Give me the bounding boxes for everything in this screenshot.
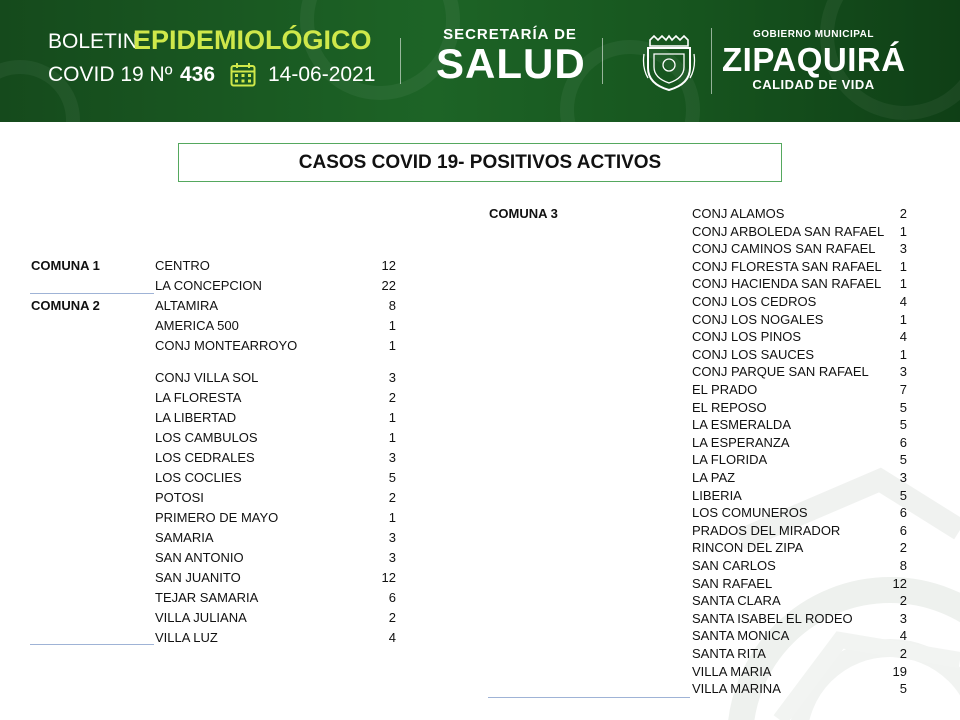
neighborhood-name: LIBERIA: [692, 487, 742, 503]
case-count: 2: [899, 593, 907, 609]
neighborhood-name: LOS CEDRALES: [155, 450, 255, 465]
case-count: 1: [899, 223, 907, 239]
neighborhood-name: CONJ FLORESTA SAN RAFAEL: [692, 258, 882, 274]
case-count: 1: [899, 276, 907, 292]
neighborhood-name: LA FLORESTA: [155, 390, 242, 405]
neighborhood-name: LOS CAMBULOS: [155, 430, 258, 445]
case-count: 5: [388, 470, 396, 485]
neighborhood-name: SAN JUANITO: [155, 570, 241, 585]
case-count: 2: [899, 540, 907, 556]
case-count: 8: [899, 558, 907, 573]
comuna-1-label: COMUNA 1: [31, 258, 100, 273]
neighborhood-name: CONJ HACIENDA SAN RAFAEL: [692, 276, 882, 292]
neighborhood-name: LA ESMERALDA: [692, 417, 791, 433]
neighborhood-name: SANTA MONICA: [692, 628, 790, 644]
neighborhood-name: POTOSI: [155, 490, 204, 505]
neighborhood-name: CONJ ARBOLEDA SAN RAFAEL: [692, 223, 885, 239]
neighborhood-name: PRIMERO DE MAYO: [155, 510, 279, 525]
neighborhood-name: SANTA ISABEL EL RODEO: [692, 610, 853, 626]
case-count: 2: [899, 646, 907, 661]
boletin-label: BOLETIN: [48, 30, 138, 53]
case-count: 3: [388, 530, 396, 545]
case-count: 1: [388, 338, 396, 353]
case-count: 22: [381, 278, 396, 293]
neighborhood-name: CONJ LOS PINOS: [692, 329, 802, 345]
case-count: 1: [899, 346, 907, 362]
case-count: 12: [892, 575, 907, 591]
case-count: 5: [899, 452, 907, 468]
comuna-2-label: COMUNA 2: [31, 298, 100, 313]
neighborhood-name: VILLA LUZ: [155, 630, 218, 645]
bulletin-date: 14-06-2021: [268, 63, 376, 86]
case-count: 6: [899, 522, 907, 538]
case-count: 3: [899, 364, 907, 380]
case-count: 6: [899, 434, 907, 450]
municipal-crest-icon: [642, 34, 696, 92]
case-count: 3: [899, 470, 907, 485]
case-count: 2: [388, 490, 396, 505]
neighborhood-name: CONJ CAMINOS SAN RAFAEL: [692, 241, 876, 257]
case-count: 2: [388, 390, 396, 405]
neighborhood-name: CONJ LOS CEDROS: [692, 294, 817, 309]
case-count: 1: [899, 258, 907, 274]
divider-line: [30, 644, 154, 645]
neighborhood-name: LA CONCEPCION: [155, 278, 262, 293]
neighborhood-name: AMERICA 500: [155, 318, 239, 333]
divider-line: [30, 293, 154, 294]
neighborhood-name: LA PAZ: [692, 470, 736, 485]
neighborhood-name: CONJ LOS NOGALES: [692, 311, 824, 327]
neighborhood-name: LOS COCLIES: [155, 470, 242, 485]
neighborhood-name: SANTA RITA: [692, 646, 766, 661]
case-count: 12: [381, 258, 396, 273]
neighborhood-name: EL REPOSO: [692, 399, 767, 415]
case-count: 1: [388, 318, 396, 333]
city-motto: CALIDAD DE VIDA: [752, 77, 875, 92]
case-count: 8: [388, 298, 396, 313]
secretaria-title: SALUD: [436, 40, 586, 87]
case-count: 5: [899, 399, 907, 415]
neighborhood-name: CENTRO: [155, 258, 210, 273]
neighborhood-name: LA FLORIDA: [692, 452, 768, 468]
header-banner: [0, 0, 960, 122]
header-divider: [400, 38, 401, 84]
covid-label: COVID 19 Nº: [48, 63, 173, 86]
case-count: 5: [899, 417, 907, 433]
neighborhood-name: EL PRADO: [692, 382, 758, 397]
case-count: 4: [899, 628, 907, 644]
neighborhood-name: LA LIBERTAD: [155, 410, 237, 425]
case-count: 19: [892, 663, 907, 679]
neighborhood-name: VILLA MARINA: [692, 681, 781, 697]
neighborhood-name: TEJAR SAMARIA: [155, 590, 259, 605]
case-count: 12: [381, 570, 396, 585]
neighborhood-name: SANTA CLARA: [692, 593, 781, 609]
case-count: 4: [388, 630, 396, 645]
case-count: 3: [388, 450, 396, 465]
boletin-title: EPIDEMIOLÓGICO: [133, 25, 372, 55]
case-count: 6: [388, 590, 396, 605]
case-count: 3: [388, 370, 396, 385]
case-count: 4: [899, 294, 907, 309]
calendar-icon: [230, 62, 256, 87]
bulletin-number: 436: [180, 63, 216, 86]
neighborhood-name: SAN RAFAEL: [692, 575, 773, 591]
neighborhood-name: SAN CARLOS: [692, 558, 776, 573]
neighborhood-name: VILLA JULIANA: [155, 610, 247, 625]
city-name: ZIPAQUIRÁ: [722, 41, 906, 78]
neighborhood-name: LA ESPERANZA: [692, 434, 790, 450]
case-count: 1: [899, 311, 907, 327]
neighborhood-name: RINCON DEL ZIPA: [692, 540, 804, 556]
gobierno-label: GOBIERNO MUNICIPAL: [752, 29, 875, 40]
divider-line: [488, 697, 690, 698]
comuna-3-label: COMUNA 3: [489, 206, 558, 221]
case-count: 1: [388, 430, 396, 445]
case-count: 5: [899, 681, 907, 697]
neighborhood-name: ALTAMIRA: [155, 298, 219, 313]
section-title: CASOS COVID 19- POSITIVOS ACTIVOS: [298, 151, 662, 173]
case-count: 6: [899, 505, 907, 521]
case-count: 3: [899, 610, 907, 626]
neighborhood-name: CONJ MONTEARROYO: [155, 338, 298, 353]
case-count: 4: [899, 329, 907, 345]
case-count: 2: [388, 610, 396, 625]
neighborhood-name: CONJ VILLA SOL: [155, 370, 259, 385]
case-count: 1: [388, 410, 396, 425]
secretaria-label: SECRETARÍA DE: [443, 26, 577, 43]
case-count: 7: [899, 382, 907, 397]
neighborhood-name: SAN ANTONIO: [155, 550, 244, 565]
case-count: 5: [899, 487, 907, 503]
case-count: 3: [388, 550, 396, 565]
case-count: 1: [388, 510, 396, 525]
neighborhood-name: PRADOS DEL MIRADOR: [692, 522, 841, 538]
neighborhood-name: VILLA MARIA: [692, 663, 772, 679]
header-divider: [602, 38, 603, 84]
neighborhood-name: LOS COMUNEROS: [692, 505, 808, 521]
neighborhood-name: CONJ LOS SAUCES: [692, 346, 815, 362]
case-count: 3: [899, 241, 907, 257]
neighborhood-name: CONJ ALAMOS: [692, 206, 785, 221]
neighborhood-name: SAMARIA: [155, 530, 214, 545]
header-divider: [711, 28, 712, 94]
neighborhood-name: CONJ PARQUE SAN RAFAEL: [692, 364, 869, 380]
case-count: 2: [899, 206, 907, 221]
section-title-box: [178, 143, 782, 182]
